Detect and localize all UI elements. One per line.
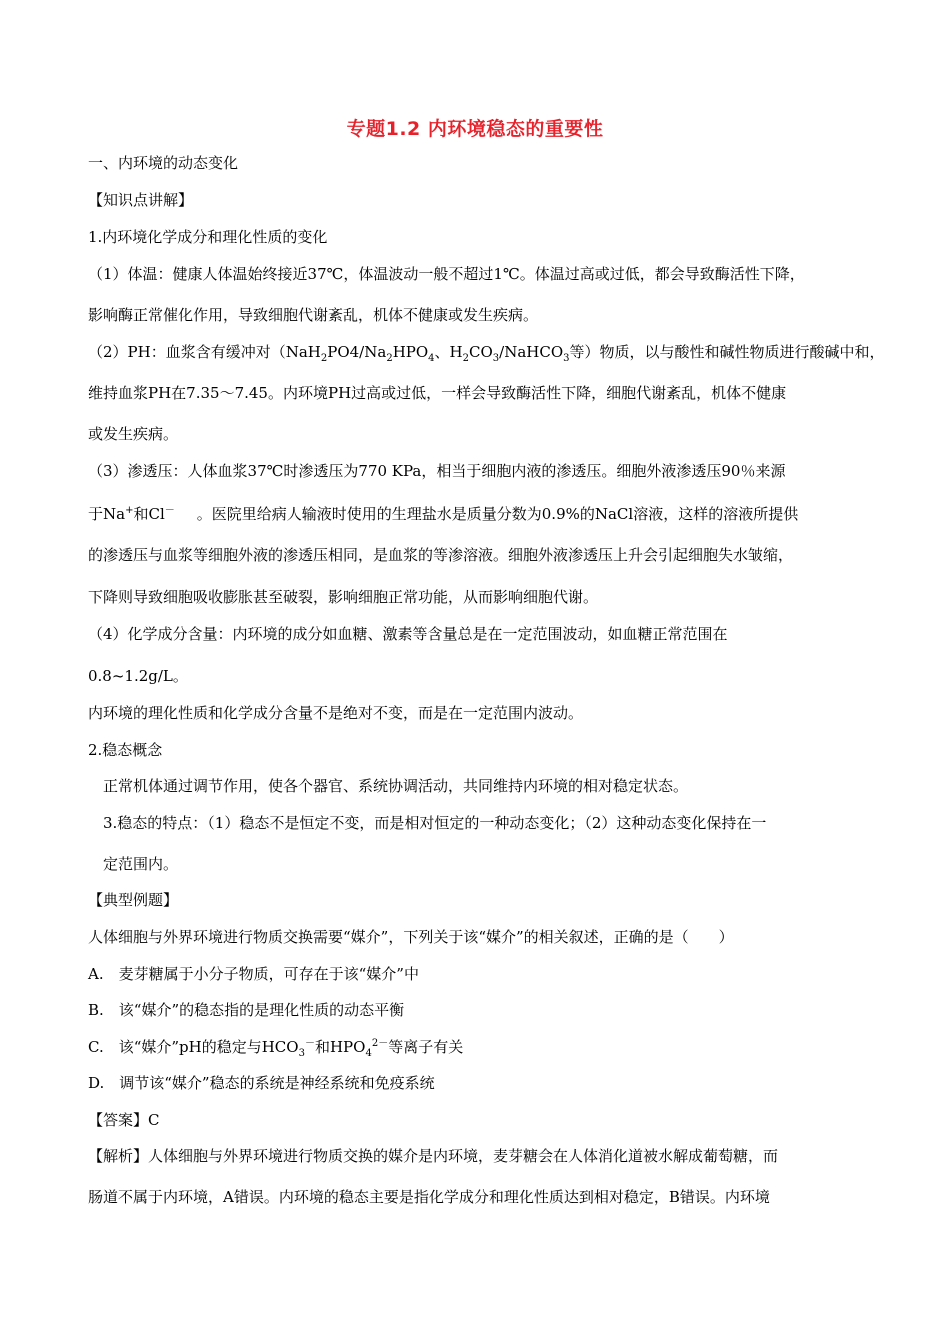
ph-sub: 2 (462, 353, 470, 364)
option-c-text-b: 和HPO (314, 1038, 366, 1056)
section-heading: 一、内环境的动态变化 (88, 154, 239, 172)
chem-line-2: 0.8~1.2g/L。 (88, 667, 188, 685)
analysis-line-1: 【解析】人体细胞与外界环境进行物质交换的媒介是内环境，麦芽糖会在人体消化道被水解成葡萄糖，而 (88, 1147, 779, 1165)
option-c-sub: 3 (298, 1048, 305, 1059)
knowledge-header: 【知识点讲解】 (88, 191, 194, 209)
ph-text-a: （2）PH：血浆含有缓冲对（NaH (88, 343, 321, 361)
osm-line-4: 下降则导致细胞吸收膨胀甚至破裂，影响细胞正常功能，从而影响细胞代谢。 (88, 588, 599, 606)
osm-sup: － (164, 505, 175, 516)
temp-line-2: 影响酶正常催化作用，导致细胞代谢紊乱，机体不健康或发生疾病。 (88, 306, 539, 324)
answer-line: 【答案】C (88, 1111, 160, 1129)
chem-line-1: （4）化学成分含量：内环境的成分如血糖、激素等含量总是在一定范围波动，如血糖正常范围在 (88, 625, 728, 643)
option-c-text-a: C. 该“媒介”pH的稳定与HCO (88, 1038, 299, 1056)
option-d: D. 调节该“媒介”稳态的系统是神经系统和免疫系统 (88, 1074, 435, 1092)
option-c (88, 1037, 463, 1057)
summary-line: 内环境的理化性质和化学成分含量不是绝对不变，而是在一定范围内波动。 (88, 704, 584, 722)
item3-line-2: 定范围内。 (103, 855, 179, 873)
ph-sub: 2 (386, 353, 393, 364)
ph-line-3: 或发生疾病。 (88, 425, 179, 443)
option-b: B. 该“媒介”的稳态指的是理化性质的动态平衡 (88, 1001, 405, 1019)
question-text: 人体细胞与外界环境进行物质交换需要“媒介”，下列关于该“媒介”的相关叙述，正确的是（ ） (88, 928, 734, 946)
analysis-line-2: 肠道不属于内环境，A错误。内环境的稳态主要是指化学成分和理化性质达到相对稳定，B错误。内环境 (88, 1188, 770, 1206)
item2-text: 正常机体通过调节作用，使各个器官、系统协调活动，共同维持内环境的相对稳定状态。 (103, 777, 689, 795)
ph-sub: 3 (492, 353, 500, 364)
ph-line-2: 维持血浆PH在7.35～7.45。内环境PH过高或过低，一样会导致酶活性下降，细胞代谢紊乱，机体不健康 (88, 384, 787, 402)
example-header: 【典型例题】 (88, 891, 179, 909)
ph-text-f: /NaHCO (499, 343, 564, 361)
osm-text-c: 。医院里给病人输液时使用的生理盐水是质量分数为0.9%的NaCl溶液，这样的溶液所提供 (196, 505, 799, 523)
ph-line-1 (88, 342, 885, 362)
ph-text-d: 、H (434, 343, 463, 361)
option-c-sub: 4 (365, 1048, 372, 1059)
item2-title: 2.稳态概念 (88, 741, 163, 759)
osm-text-a: 于Na (88, 505, 126, 523)
option-c-text-c: 等离子有关 (388, 1038, 464, 1056)
osm-line-3: 的渗透压与血浆等细胞外液的渗透压相同，是血浆的等渗溶液。细胞外液渗透压上升会引起细胞失水皱缩， (88, 546, 794, 564)
osm-line-1: （3）渗透压：人体血浆37℃时渗透压为770 KPa，相当于细胞内液的渗透压。细胞外液渗透压90％来源 (88, 462, 786, 480)
osm-line-2 (88, 504, 798, 524)
item1-title: 1.内环境化学成分和理化性质的变化 (88, 228, 328, 246)
ph-sub: 4 (428, 353, 435, 364)
ph-text-g: 等）物质，以与酸性和碱性物质进行酸碱中和， (569, 343, 885, 361)
page-title: 专题1.2 内环境稳态的重要性 (346, 118, 604, 140)
temp-line-1: （1）体温：健康人体温始终接近37℃，体温波动一般不超过1℃。体温过高或过低，都会导致酶活性下降， (88, 265, 805, 283)
item3-line-1: 3.稳态的特点：（1）稳态不是恒定不变，而是相对恒定的一种动态变化；（2）这种动态变化保持在一 (103, 814, 767, 832)
option-c-sup: － (304, 1038, 315, 1049)
ph-text-c: HPO (392, 343, 429, 361)
ph-text-b: PO4/Na (327, 343, 387, 361)
osm-text-b: 和Cl (133, 505, 165, 523)
ph-sub: 2 (320, 353, 328, 364)
osm-sup: + (125, 505, 134, 516)
option-a: A. 麦芽糖属于小分子物质，可存在于该“媒介”中 (88, 965, 419, 983)
ph-sub: 3 (563, 353, 570, 364)
ph-text-e: CO (469, 343, 493, 361)
option-c-sup: 2－ (371, 1038, 389, 1049)
